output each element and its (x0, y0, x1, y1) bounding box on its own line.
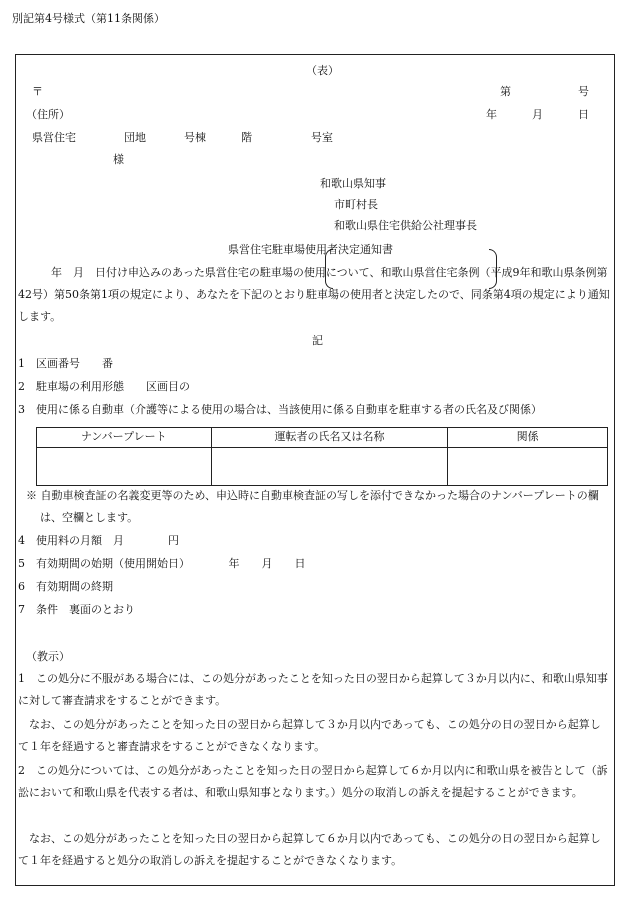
notice-p1: 1 この処分に不服がある場合には、この処分があったことを知った日の翌日から起算して３か月以内に、和歌山県知事に対して審査請求をすることができます。 (18, 672, 608, 707)
housing-kai: 階 (241, 131, 252, 144)
item-5: 5 有効期間の始期（使用開始日） 年 月 日 (18, 557, 306, 570)
address-label: （住所） (26, 108, 70, 121)
housing-goto: 号棟 (184, 131, 206, 144)
vehicle-table (36, 427, 608, 486)
cell-number-plate (37, 448, 212, 486)
number-go: 号 (578, 85, 589, 98)
issuer-governor: 和歌山県知事 (320, 177, 386, 190)
notice-heading: （教示） (26, 650, 70, 663)
ki-label: 記 (312, 334, 323, 347)
notice-p2: 2 この処分については、この処分があったことを知った日の翌日から起算して６か月以内に和歌山県を被告として（訴訟において和歌山県を代表する者は、和歌山県知事となります。）処分の取消しの訴えを提起することができます。 (18, 764, 608, 799)
notice-p2b: なお、この処分があったことを知った日の翌日から起算して６か月以内であっても、この処分の日の翌日から起算して１年を経過すると処分の取消しの訴えを提起することができなくなります。 (18, 832, 601, 867)
housing-label: 県営住宅 (32, 131, 76, 144)
col-number-plate: ナンバープレート (37, 428, 212, 448)
item-6: 6 有効期間の終期 (18, 580, 113, 593)
form-label: 別記第4号様式（第11条関係） (12, 12, 165, 25)
body-text: 年 月 日付け申込みのあった県営住宅の駐車場の使用について、和歌山県営住宅条例（平成9年和歌山県条例第42号）第50条第1項の規定により、あなたを下記のとおり駐車場の使用者と決定したので、同条第4項の規定により通知します。 (18, 266, 610, 323)
notice-form-frame (15, 54, 615, 886)
number-dai: 第 (500, 85, 511, 98)
table-row (37, 448, 608, 486)
date-day: 日 (578, 108, 589, 121)
issuer-mayor: 市町村長 (334, 198, 378, 211)
note-text: ※ 自動車検査証の名義変更等のため、申込時に自動車検査証の写しを添付できなかった場合のナンバープレートの欄は、空欄とします。 (26, 489, 599, 524)
postal-mark: 〒 (32, 85, 43, 98)
honorific: 様 (113, 153, 124, 166)
item-4: 4 使用料の月額 月 円 (18, 534, 179, 547)
face-label: （表） (306, 64, 339, 77)
table-header-row (37, 428, 608, 448)
housing-danchi: 団地 (124, 131, 146, 144)
col-relationship: 関係 (448, 428, 608, 448)
notice-p1b: なお、この処分があったことを知った日の翌日から起算して３か月以内であっても、この処分の日の翌日から起算して１年を経過すると審査請求をすることができなくなります。 (18, 718, 601, 753)
date-year: 年 (486, 108, 497, 121)
item-7: 7 条件 裏面のとおり (18, 603, 135, 616)
issuer-corporation: 和歌山県住宅供給公社理事長 (334, 219, 477, 232)
document-title: 県営住宅駐車場使用者決定通知書 (228, 243, 393, 256)
item-1: 1 区画番号 番 (18, 357, 113, 370)
date-month: 月 (532, 108, 543, 121)
item-3: 3 使用に係る自動車（介護等による使用の場合は、当該使用に係る自動車を駐車する者の氏名及び関係） (18, 403, 542, 416)
cell-driver-name (211, 448, 448, 486)
item-2: 2 駐車場の利用形態 区画目の (18, 380, 190, 393)
housing-goshitsu: 号室 (311, 131, 333, 144)
cell-relationship (448, 448, 608, 486)
col-driver-name: 運転者の氏名又は名称 (211, 428, 448, 448)
